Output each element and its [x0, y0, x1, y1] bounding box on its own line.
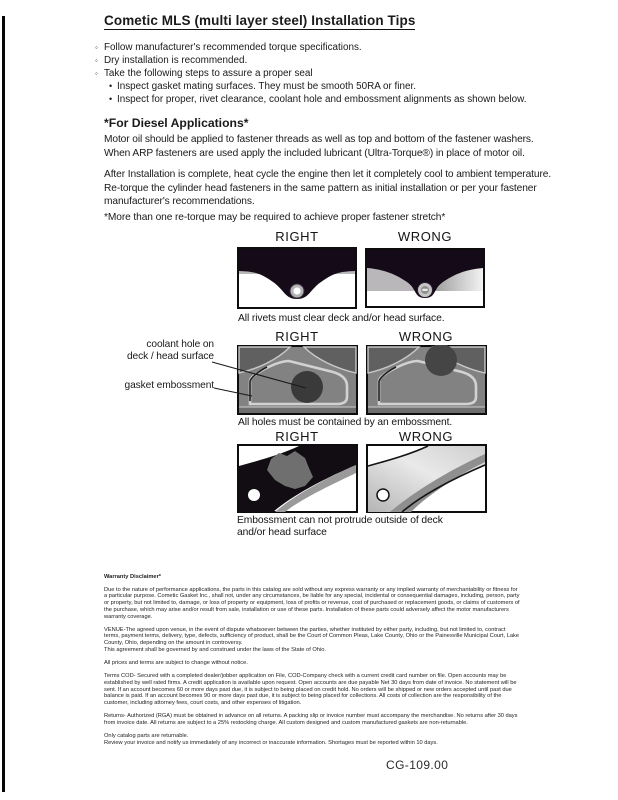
rivet-clearance-right-diagram [237, 247, 357, 309]
list-item: ◦ Follow manufacturer's recommended torque specifications. [95, 42, 362, 53]
list-item: • Inspect gasket mating surfaces. They must be smooth 50RA or finer. [109, 81, 416, 92]
list-item: • Inspect for proper, rivet clearance, coolant hole and embossment alignments as shown below. [109, 94, 527, 105]
figure2-wrong-label: WRONG [398, 329, 454, 344]
rivet-clearance-wrong-diagram [365, 248, 485, 308]
scan-edge-artifact [2, 16, 5, 792]
coolant-hole-callout: coolant hole on deck / head surface [126, 339, 214, 362]
embossment-protrusion-wrong-diagram [366, 444, 487, 513]
filled-bullet-icon: • [109, 81, 113, 91]
page-number: CG-109.00 [386, 758, 449, 772]
diesel-paragraph-1: Motor oil should be applied to fastener threads as well as top and bottom of the fastener washers. When ARP fasteners are used apply the included lubricant (Ultra-Torque®) in place of motor oil. [104, 134, 534, 159]
open-bullet-icon: ◦ [95, 69, 98, 78]
installation-tips-list [95, 41, 565, 106]
embossment-containment-wrong-diagram [366, 345, 487, 415]
list-item: ◦ Dry installation is recommended. [95, 55, 248, 66]
warranty-paragraph: Only catalog parts are returnable. [104, 733, 189, 740]
figure2-callouts [98, 339, 214, 392]
figure1-caption: All rivets must clear deck and/or head surface. [238, 313, 445, 324]
diesel-paragraph-2: After Installation is complete, heat cycle the engine then let it completely cool to ambient temperature. Re-torque the cylinder head fasteners in the same pattern as initial installation or per your fastener manufacturer's recommendations. [104, 169, 552, 207]
warranty-paragraph: Returns- Authorized (RGA) must be obtained in advance on all returns. A packing slip or invoice number must accompany the merchandise. No returns after 30 days from invoice date. All returns are subject to a 25% restocking charge. All custom designed and custom manufactured gaskets are non-returnable. [104, 713, 518, 726]
figure3-right-label: RIGHT [275, 429, 319, 444]
figure3-caption: Embossment can not protrude outside of deck and/or head surface [237, 515, 443, 538]
embossment-protrusion-right-diagram [237, 444, 358, 513]
page-title: Cometic MLS (multi layer steel) Installation Tips [104, 13, 416, 28]
figure2-caption: All holes must be contained by an embossment. [238, 417, 453, 428]
open-bullet-icon: ◦ [95, 43, 98, 52]
warranty-paragraph: This agreement shall be governed by and construed under the laws of the State of Ohio. [104, 646, 326, 653]
warranty-paragraph: Review your invoice and notify us immediately of any incorrect or inaccurate information. Shortages must be reported within 10 days. [104, 739, 438, 746]
warranty-paragraph: All prices and terms are subject to change without notice. [104, 660, 248, 667]
figure1-wrong-label: WRONG [397, 229, 453, 244]
diesel-applications-heading: *For Diesel Applications* [104, 116, 249, 130]
list-item: ◦ Take the following steps to assure a proper seal [95, 68, 313, 79]
open-bullet-icon: ◦ [95, 56, 98, 65]
warranty-heading: Warranty Disclaimer* [104, 574, 162, 580]
warranty-paragraph: Due to the nature of performance applications, the parts in this catalog are sold without any express warranty or any implied warranty of merchantability or fitness for a particular purpose. Cometic Gasket Inc., shall not, under any circumstances, be liable for any special, incidental or consequential damages, including, person, party or property, but not limited to, damage, or loss of property or equipment, loss of profits or revenue, cost of purchased or replacement goods, or claims of customers of the purchase, which may arise and/or result from sale, installation or use of these parts. Installation of these parts could adversely affect the motor manufacturers warranty coverage. [104, 586, 520, 620]
warranty-paragraph: VENUE-The agreed upon venue, in the event of dispute whatsoever between the parties, whether instituted by either party, including, but not limited to, contract terms, payment terms, delivery, type, defects, sufficiency of product, shall be the Court of Common Pleas, Lake County, Ohio or the Painesville Municipal Court, Lake County, Ohio, depending on the amount in controversy. [104, 626, 520, 647]
callout-pointer-lines [205, 352, 315, 402]
retorque-note: *More than one re-torque may be required to achieve proper fastener stretch* [104, 212, 446, 223]
warranty-paragraph: Terms COD- Secured with a completed dealer/jobber application on File, COD-Company check with a current credit card number on file. Open accounts may be established by well rated firms. A credit application is available upon request. Open accounts are due payable Net 30 days from date of invoice. No statement will be sent. If an account becomes 60 or more days past due, it is subject to being placed on credit hold. No orders will be shipped or new orders accepted until past due balance is paid. If an account becomes 90 or more days past due, it is subject to being placed for collections. All costs of collection are the responsibility of the customer, including attorney fees, court costs, and other expenses of litigation. [104, 673, 517, 707]
figure2-right-label: RIGHT [275, 329, 319, 344]
figure1-right-label: RIGHT [275, 229, 319, 244]
filled-bullet-icon: • [109, 94, 113, 104]
figure3-wrong-label: WRONG [398, 429, 454, 444]
gasket-embossment-callout: gasket embossment [124, 380, 214, 391]
warranty-disclaimer [104, 574, 522, 753]
